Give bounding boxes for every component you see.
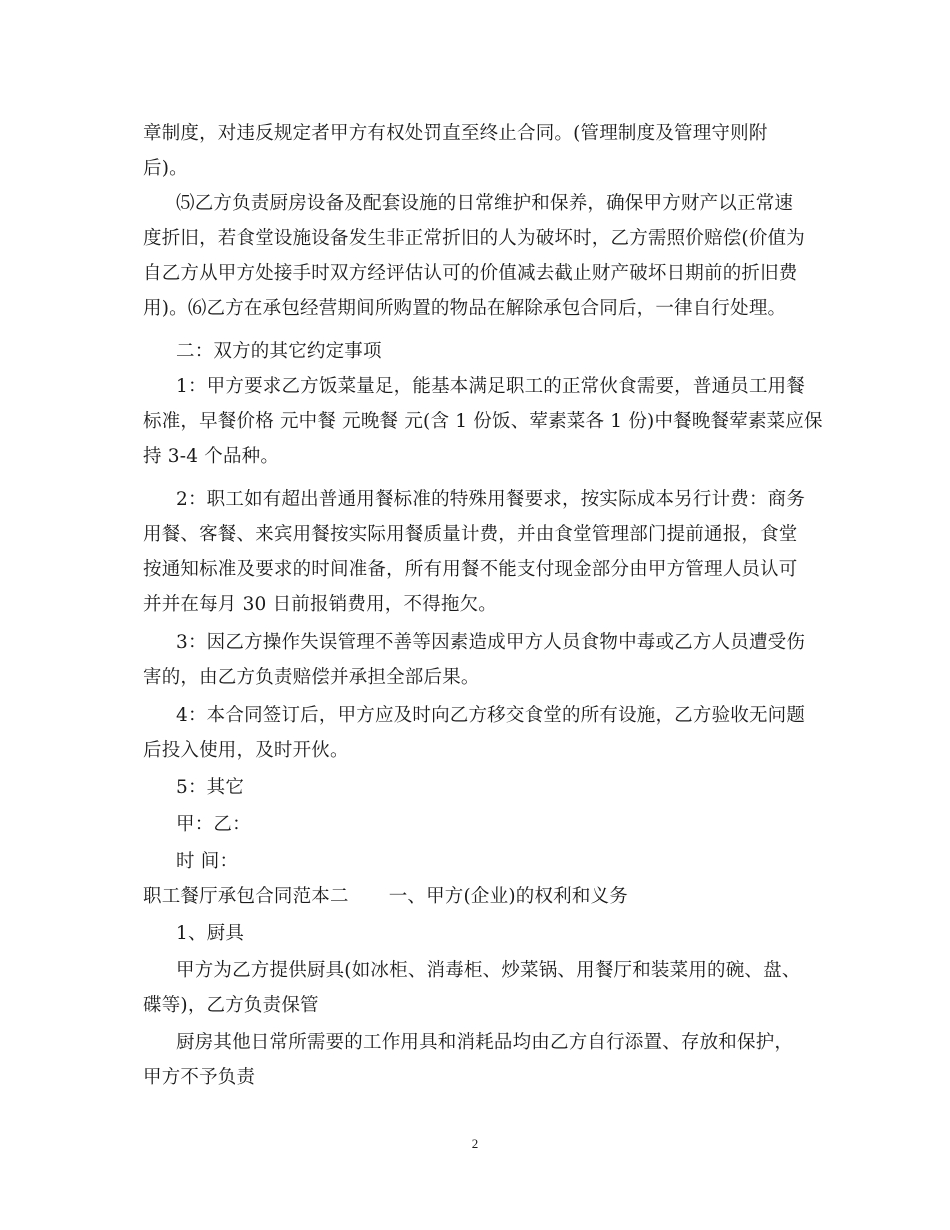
page-number: 2 (471, 1136, 479, 1151)
section-heading: 二：双方的其它约定事项 (176, 341, 382, 362)
paragraph-line: ⑸乙方负责厨房设备及配套设施的日常维护和保养，确保甲方财产以正常速 (176, 193, 794, 214)
paragraph-line: 并并在每月 30 日前报销费用，不得拖欠。 (143, 594, 498, 615)
paragraph-line: 章制度，对违反规定者甲方有权处罚直至终止合同。(管理制度及管理守则附 (143, 123, 768, 144)
paragraph-line: 害的，由乙方负责赔偿并承担全部后果。 (143, 667, 480, 688)
paragraph-line: 3：因乙方操作失误管理不善等因素造成甲方人员食物中毒或乙方人员遭受伤 (176, 632, 806, 653)
paragraph-line: 1：甲方要求乙方饭菜量足，能基本满足职工的正常伙食需要，普通员工用餐 (176, 376, 806, 397)
document-title-line (0, 885, 950, 909)
paragraph-line: 5：其它 (176, 777, 245, 798)
subsection-heading: 1、厨具 (176, 923, 245, 944)
paragraph-line: 持 3-4 个品种。 (143, 446, 280, 467)
document-title: 职工餐厅承包合同范本二 (143, 886, 349, 907)
paragraph-line: 4：本合同签订后，甲方应及时向乙方移交食堂的所有设施，乙方验收无问题 (176, 705, 806, 726)
paragraph-line: 碟等)，乙方负责保管 (143, 995, 319, 1016)
paragraph-line: 甲方为乙方提供厨具(如冰柜、消毒柜、炒菜锅、用餐厅和装菜用的碗、盘、 (176, 960, 801, 981)
section-heading: 一、甲方(企业)的权利和义务 (388, 886, 628, 907)
paragraph-line: 后投入使用，及时开伙。 (143, 740, 349, 761)
date-line: 时 间： (176, 851, 239, 872)
paragraph-line: 按通知标准及要求的时间准备，所有用餐不能支付现金部分由甲方管理人员认可 (143, 559, 798, 580)
paragraph-line: 2：职工如有超出普通用餐标准的特殊用餐要求，按实际成本另行计费：商务 (176, 489, 806, 510)
paragraph-line: 用餐、客餐、来宾用餐按实际用餐质量计费，并由食堂管理部门提前通报，食堂 (143, 524, 798, 545)
paragraph-line: 后)。 (143, 158, 188, 179)
paragraph-line: 自乙方从甲方处接手时双方经评估认可的价值减去截止财产破坏日期前的折旧费 (143, 263, 798, 284)
paragraph-line: 厨房其他日常所需要的工作用具和消耗品均由乙方自行添置、存放和保护， (176, 1032, 794, 1053)
paragraph-line: 度折旧，若食堂设施设备发生非正常折旧的人为破坏时，乙方需照价赔偿(价值为 (143, 228, 805, 249)
signature-line: 甲：乙： (176, 814, 251, 835)
paragraph-line: 用)。⑹乙方在承包经营期间所购置的物品在解除承包合同后，一律自行处理。 (143, 298, 787, 319)
paragraph-line: 标准，早餐价格 元中餐 元晚餐 元(含 1 份饭、荤素菜各 1 份)中餐晚餐荤素菜应保 (143, 411, 823, 432)
paragraph-line: 甲方不予负责 (143, 1067, 256, 1088)
